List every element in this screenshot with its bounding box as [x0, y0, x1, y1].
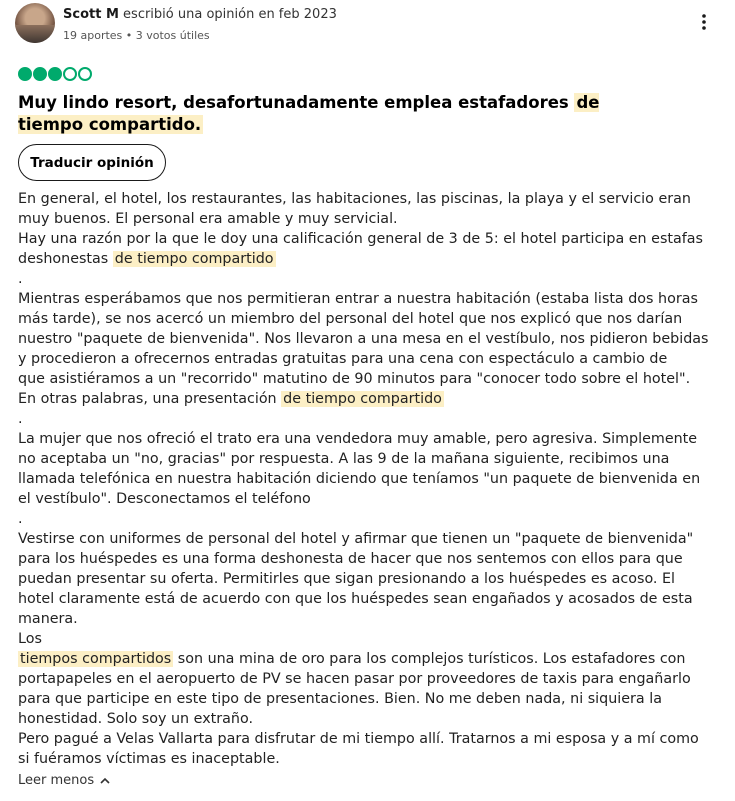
- translate-review-button[interactable]: Traducir opinión: [18, 144, 166, 181]
- review-line: Pero pagué a Velas Vallarta para disfrutar de mi tiempo allí. Tratarnos a mi esposa y a mí como: [18, 731, 699, 747]
- review-title-highlight: de tiempo compartido.: [18, 93, 600, 134]
- review-line: para que participe en este tipo de presentaciones. Bien. No me deben nada, ni siquiera la: [18, 691, 662, 707]
- review-line: no aceptaba un "no, gracias" por respuesta. A las 9 de la mañana siguiente, recibimos una: [18, 451, 670, 467]
- review-line: [18, 389, 723, 409]
- review-line-text: son una mina de oro para los complejos turísticos. Los estafadores con: [173, 651, 686, 667]
- kebab-icon: [702, 14, 706, 30]
- review-line: si fuéramos víctimas es inaceptable.: [18, 751, 280, 767]
- author-line: [63, 7, 337, 22]
- review-header: [15, 3, 720, 47]
- review-body: [18, 189, 723, 769]
- review-line: honestidad. Solo soy un extraño.: [18, 711, 253, 727]
- review-line: manera.: [18, 611, 78, 627]
- rating-bubble-filled-icon: [48, 67, 62, 81]
- review-line: que asistiéramos a un "recorrido" matutino de 90 minutos para "conocer todo sobre el hotel".: [18, 371, 691, 387]
- review-line-text: deshonestas: [18, 251, 113, 267]
- review-line: Vestirse con uniformes de personal del hotel y afirmar que tienen un "paquete de bienvenida": [18, 531, 694, 547]
- review-line: .: [18, 511, 23, 527]
- review-line: Los: [18, 631, 42, 647]
- review-title: [18, 92, 618, 136]
- rating-bubble-filled-icon: [18, 67, 32, 81]
- keyword-highlight: de tiempo compartido: [283, 391, 442, 407]
- review-line: portapapeles en el aeropuerto de PV se hacen pasar por proveedores de taxis para engañarlo: [18, 671, 691, 687]
- keyword-highlight: de tiempo compartido: [114, 251, 274, 267]
- more-options-button[interactable]: [693, 11, 715, 33]
- review-line: En general, el hotel, los restaurantes, las habitaciones, las piscinas, la playa y el servicio eran: [18, 191, 691, 207]
- review-line: hotel claramente está de acuerdo con que los huéspedes sean engañados y acosados de esta: [18, 591, 693, 607]
- keyword-highlight: tiempos compartidos: [20, 651, 172, 667]
- review-line: para los huéspedes es una forma deshonesta de hacer que nos sentemos con ellos para que: [18, 551, 683, 567]
- review-line: el vestíbulo". Desconectamos el teléfono: [18, 491, 311, 507]
- rating-bubble-filled-icon: [33, 67, 47, 81]
- review-line-text: En otras palabras, una presentación: [18, 391, 282, 407]
- avatar[interactable]: [15, 3, 55, 43]
- chevron-up-icon: [100, 777, 110, 784]
- review-line: llamada telefónica en nuestra habitación diciendo que teníamos "un paquete de bienvenida en: [18, 471, 701, 487]
- review-action-text: escribió una opinión en feb 2023: [123, 7, 337, 22]
- review-line: puedan presentar su oferta. Permitirles que sigan presionando a los huéspedes es acoso. El: [18, 571, 676, 587]
- review-line: .: [18, 411, 23, 427]
- review-line: La mujer que nos ofreció el trato era una vendedora muy amable, pero agresiva. Simplemente: [18, 431, 698, 447]
- rating-bubbles: [18, 67, 92, 83]
- review-line: [18, 649, 723, 669]
- review-line: y procedieron a ofrecernos entradas gratuitas para una cena con espectáculo a cambio de: [18, 351, 668, 367]
- rating-bubble-empty-icon: [78, 67, 92, 81]
- rating-bubble-empty-icon: [63, 67, 77, 81]
- read-less-link[interactable]: [18, 773, 110, 788]
- author-meta: 19 aportes • 3 votos útiles: [63, 29, 210, 42]
- review-line: Hay una razón por la que le doy una calificación general de 3 de 5: el hotel participa en estafas: [18, 231, 704, 247]
- review-line: más tarde), se nos acercó un miembro del personal del hotel que nos explicó que nos darían: [18, 311, 683, 327]
- author-name[interactable]: Scott M: [63, 7, 119, 22]
- review-line: muy buenos. El personal era amable y muy servicial.: [18, 211, 398, 227]
- review-line: nuestro "paquete de bienvenida". Nos llevaron a una mesa en el vestíbulo, nos pidieron bebidas: [18, 331, 709, 347]
- read-less-label: Leer menos: [18, 773, 95, 788]
- review-line: Mientras esperábamos que nos permitieran entrar a nuestra habitación (estaba lista dos horas: [18, 291, 698, 307]
- review-title-text: Muy lindo resort, desafortunadamente emplea estafadores: [18, 93, 575, 112]
- review-line: .: [18, 271, 23, 287]
- review-line: [18, 249, 723, 269]
